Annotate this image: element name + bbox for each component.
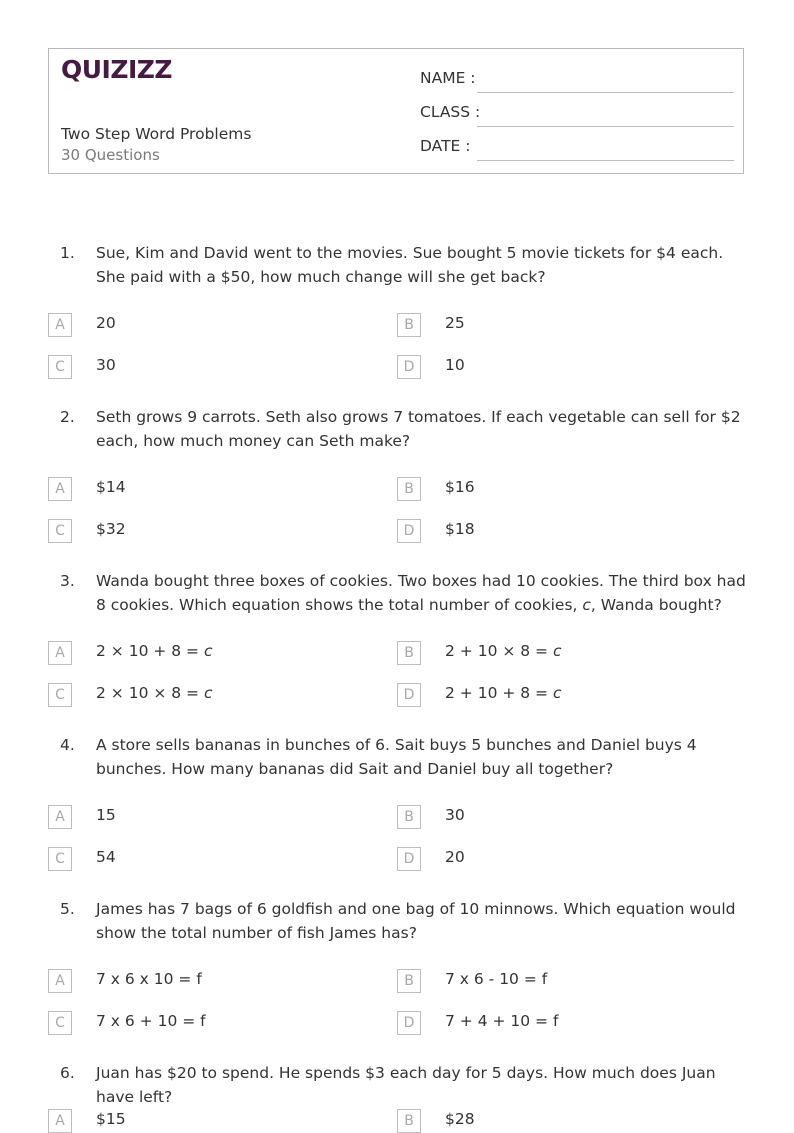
question-number: 5. (60, 900, 75, 918)
question-text: A store sells bananas in bunches of 6. Sait buys 5 bunches and Daniel buys 4 bunches. How many bananas did Sait and Daniel buy all together? (96, 736, 697, 778)
question-text: Seth grows 9 carrots. Seth also grows 7 tomatoes. If each vegetable can sell for $2 each, how much money can Seth make? (96, 408, 741, 450)
option-equation: 2 + 10 × 8 = (445, 642, 553, 660)
option-text: 7 x 6 + 10 = f (96, 1012, 206, 1030)
date-line[interactable] (477, 160, 734, 161)
option-text: 30 (445, 806, 465, 824)
question-number: 1. (60, 244, 75, 262)
option-text (96, 684, 213, 702)
option-text: $28 (445, 1110, 475, 1128)
question-text: Juan has $20 to spend. He spends $3 each day for 5 days. How much does Juan have left? (96, 1064, 716, 1106)
option-letter-box[interactable]: D (397, 519, 421, 543)
name-field[interactable] (420, 69, 734, 89)
option-letter-box[interactable]: C (48, 1011, 72, 1035)
option-letter-box[interactable]: A (48, 313, 72, 337)
option-variable: c (203, 642, 213, 660)
option-letter-box[interactable]: A (48, 1109, 72, 1133)
option-text: $16 (445, 478, 475, 496)
question-number: 4. (60, 736, 75, 754)
option-text (96, 642, 213, 660)
option-letter-box[interactable]: B (397, 969, 421, 993)
name-line[interactable] (477, 92, 734, 93)
name-label: NAME : (420, 69, 476, 87)
option-text: $14 (96, 478, 126, 496)
option-text: 7 + 4 + 10 = f (445, 1012, 559, 1030)
class-label: CLASS : (420, 103, 481, 121)
class-line[interactable] (477, 126, 734, 127)
question-variable: c (582, 596, 591, 614)
option-variable: c (552, 642, 562, 660)
option-equation: 2 + 10 + 8 = (445, 684, 553, 702)
option-variable: c (203, 684, 213, 702)
worksheet-title: Two Step Word Problems (61, 125, 252, 143)
question-text: Sue, Kim and David went to the movies. Sue bought 5 movie tickets for $4 each. She paid with a $50, how much change will she get back? (96, 244, 724, 286)
option-text: 7 x 6 - 10 = f (445, 970, 548, 988)
option-letter-box[interactable]: C (48, 683, 72, 707)
date-label: DATE : (420, 137, 471, 155)
option-letter-box[interactable]: C (48, 355, 72, 379)
option-letter-box[interactable]: B (397, 477, 421, 501)
class-field[interactable] (420, 103, 734, 123)
option-letter-box[interactable]: D (397, 1011, 421, 1035)
option-equation: 2 × 10 × 8 = (96, 684, 204, 702)
option-letter-box[interactable]: D (397, 355, 421, 379)
option-text: 7 x 6 x 10 = f (96, 970, 202, 988)
option-letter-box[interactable]: D (397, 847, 421, 871)
option-text: 20 (96, 314, 116, 332)
option-letter-box[interactable]: B (397, 1109, 421, 1133)
question-text: James has 7 bags of 6 goldfish and one bag of 10 minnows. Which equation would show the total number of fish James has? (96, 900, 736, 942)
option-text (445, 684, 562, 702)
option-letter-box[interactable]: B (397, 313, 421, 337)
option-text: 30 (96, 356, 116, 374)
option-text: 10 (445, 356, 465, 374)
option-text: 15 (96, 806, 116, 824)
question-number: 3. (60, 572, 75, 590)
question-count: 30 Questions (61, 146, 160, 164)
question-text (96, 569, 748, 617)
option-letter-box[interactable]: D (397, 683, 421, 707)
question-text-start: Wanda bought three boxes of cookies. Two boxes had 10 cookies. The third box had 8 cookies. Which equation shows the total number of cookies, (96, 572, 746, 614)
question-text-end: , Wanda bought? (590, 596, 722, 614)
option-text: 25 (445, 314, 465, 332)
option-letter-box[interactable]: A (48, 805, 72, 829)
question-number: 2. (60, 408, 75, 426)
option-text: 54 (96, 848, 116, 866)
option-letter-box[interactable]: C (48, 847, 72, 871)
option-letter-box[interactable]: C (48, 519, 72, 543)
option-letter-box[interactable]: B (397, 641, 421, 665)
question-number: 6. (60, 1064, 75, 1082)
option-text: $18 (445, 520, 475, 538)
option-letter-box[interactable]: A (48, 477, 72, 501)
option-equation: 2 × 10 + 8 = (96, 642, 204, 660)
option-letter-box[interactable]: A (48, 969, 72, 993)
worksheet-header (48, 48, 744, 174)
option-text: $15 (96, 1110, 126, 1128)
quizizz-logo: QUIZIZZ (61, 55, 173, 84)
option-text: $32 (96, 520, 126, 538)
option-variable: c (552, 684, 562, 702)
option-text (445, 642, 562, 660)
option-letter-box[interactable]: B (397, 805, 421, 829)
date-field[interactable] (420, 137, 734, 157)
option-letter-box[interactable]: A (48, 641, 72, 665)
option-text: 20 (445, 848, 465, 866)
